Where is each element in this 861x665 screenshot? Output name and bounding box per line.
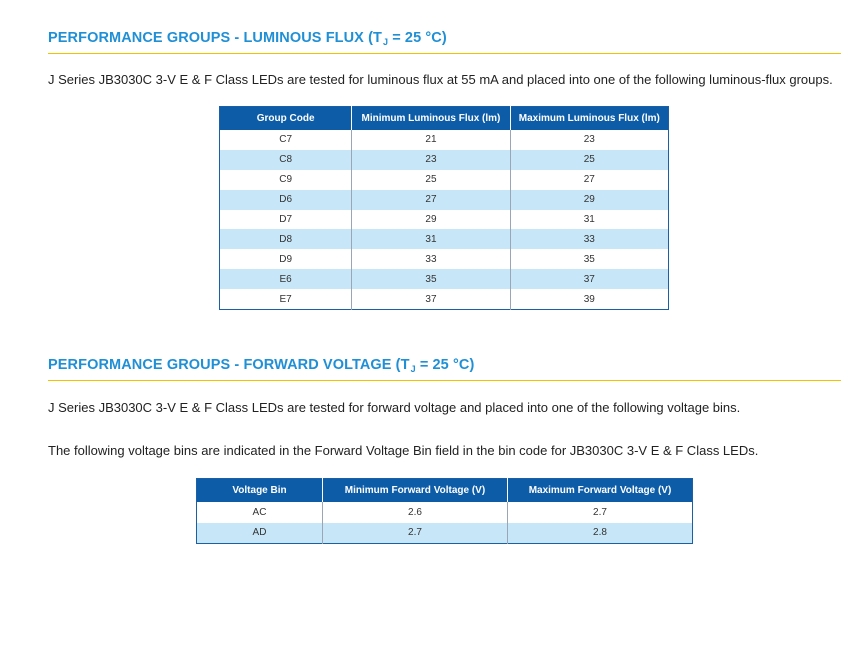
table-header-row (220, 107, 669, 131)
table-cell: 2.7 (508, 502, 693, 523)
table-cell: 23 (352, 150, 510, 170)
table-cell: 27 (352, 190, 510, 210)
table-cell: C7 (220, 130, 352, 150)
table-cell: D7 (220, 210, 352, 230)
table-cell: 29 (352, 210, 510, 230)
table-cell: 35 (510, 249, 668, 269)
table-row (220, 229, 669, 249)
table-cell: 27 (510, 170, 668, 190)
table-row (220, 269, 669, 289)
forward-voltage-table (196, 478, 693, 544)
table-row (197, 523, 693, 544)
table-cell: 37 (510, 269, 668, 289)
table-row (197, 502, 693, 523)
table-cell: 33 (352, 249, 510, 269)
column-header: Maximum Luminous Flux (lm) (510, 107, 668, 131)
table-cell: D8 (220, 229, 352, 249)
column-header: Maximum Forward Voltage (V) (508, 479, 693, 503)
column-header: Minimum Forward Voltage (V) (323, 479, 508, 503)
table-cell: 29 (510, 190, 668, 210)
table-cell: 35 (352, 269, 510, 289)
flux-section-title: PERFORMANCE GROUPS - LUMINOUS FLUX ($T_J = 25$ °C) (48, 30, 447, 47)
table-cell: 2.7 (323, 523, 508, 544)
table-cell: 2.8 (508, 523, 693, 544)
table-cell: 21 (352, 130, 510, 150)
table-row (220, 150, 669, 170)
table-cell: 25 (510, 150, 668, 170)
table-row (220, 130, 669, 150)
table-cell: 23 (510, 130, 668, 150)
table-cell: C9 (220, 170, 352, 190)
voltage-description: J Series JB3030C 3-V E & F Class LEDs are tested for forward voltage and placed into one of the following voltage bins. (48, 400, 741, 415)
table-cell: C8 (220, 150, 352, 170)
table-cell: 2.6 (323, 502, 508, 523)
table-cell: E6 (220, 269, 352, 289)
table-cell: D9 (220, 249, 352, 269)
column-header: Group Code (220, 107, 352, 131)
table-cell: AC (197, 502, 323, 523)
table-row (220, 249, 669, 269)
flux-table-body (220, 130, 669, 310)
voltage-bin-note: The following voltage bins are indicated in the Forward Voltage Bin field in the bin code for JB3030C 3-V E & F Class LEDs. (48, 443, 759, 458)
voltage-title-rule (48, 380, 841, 381)
table-cell: E7 (220, 289, 352, 309)
table-header-row (197, 479, 693, 503)
voltage-table-body (197, 502, 693, 544)
table-row (220, 190, 669, 210)
table-row (220, 170, 669, 190)
table-row (220, 289, 669, 309)
flux-description: J Series JB3030C 3-V E & F Class LEDs are tested for luminous flux at 55 mA and placed into one of the following luminous-flux groups. (48, 72, 833, 87)
table-cell: 25 (352, 170, 510, 190)
column-header: Minimum Luminous Flux (lm) (352, 107, 510, 131)
table-cell: 33 (510, 229, 668, 249)
luminous-flux-table (219, 106, 669, 310)
column-header: Voltage Bin (197, 479, 323, 503)
table-row (220, 210, 669, 230)
table-cell: 31 (352, 229, 510, 249)
flux-title-rule (48, 53, 841, 54)
table-cell: 39 (510, 289, 668, 309)
table-cell: 31 (510, 210, 668, 230)
table-cell: 37 (352, 289, 510, 309)
voltage-section-title: PERFORMANCE GROUPS - FORWARD VOLTAGE ($T_J = 25$ °C) (48, 357, 475, 374)
table-cell: D6 (220, 190, 352, 210)
table-cell: AD (197, 523, 323, 544)
